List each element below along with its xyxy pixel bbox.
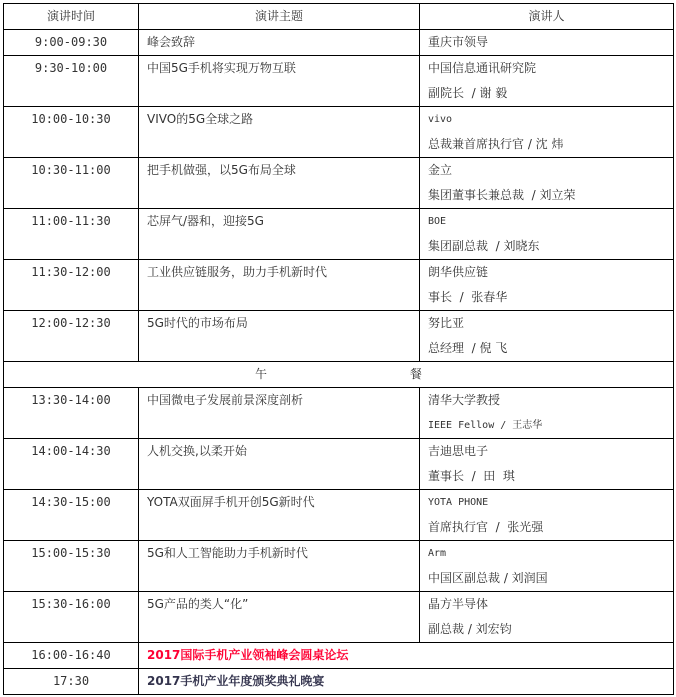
speaker-org: vivo <box>428 114 453 125</box>
table-row <box>4 490 674 541</box>
speaker-role: 集团董事长兼总裁 / 刘立荣 <box>428 188 576 202</box>
session-topic: 峰会致辞 <box>139 30 420 56</box>
session-time: 10:00-10:30 <box>4 107 139 158</box>
session-speaker <box>420 56 674 107</box>
speaker-org: 重庆市领导 <box>428 35 489 49</box>
gala-row <box>4 669 674 695</box>
session-topic: YOTA双面屏手机开创5G新时代 <box>139 490 420 541</box>
table-row <box>4 107 674 158</box>
speaker-role: 总经理 / 倪 飞 <box>428 341 508 355</box>
session-speaker <box>420 592 674 643</box>
speaker-org: 金立 <box>428 163 453 177</box>
header-speaker: 演讲人 <box>420 4 674 30</box>
speaker-org: BOE <box>428 216 447 227</box>
session-time: 12:00-12:30 <box>4 311 139 362</box>
session-speaker <box>420 311 674 362</box>
session-speaker <box>420 158 674 209</box>
table-row <box>4 209 674 260</box>
speaker-role: 事长 / 张春华 <box>428 290 508 304</box>
speaker-org: Arm <box>428 548 447 559</box>
speaker-org: 吉迪思电子 <box>428 444 489 458</box>
table-row <box>4 541 674 592</box>
session-topic: 5G和人工智能助力手机新时代 <box>139 541 420 592</box>
table-row <box>4 439 674 490</box>
session-time: 9:00-09:30 <box>4 30 139 56</box>
speaker-role: IEEE Fellow / 王志华 <box>428 420 543 431</box>
session-topic: VIVO的5G全球之路 <box>139 107 420 158</box>
forum-title-cell <box>139 643 674 669</box>
table-row <box>4 311 674 362</box>
speaker-org: 晶方半导体 <box>428 597 489 611</box>
speaker-role: 董事长 / 田 琪 <box>428 469 515 483</box>
header-topic: 演讲主题 <box>139 4 420 30</box>
speaker-role: 中国区副总裁 / 刘润国 <box>428 571 548 585</box>
lunch-row <box>4 362 674 388</box>
table-row <box>4 388 674 439</box>
session-topic: 工业供应链服务，助力手机新时代 <box>139 260 420 311</box>
session-topic: 5G时代的市场布局 <box>139 311 420 362</box>
session-time: 15:30-16:00 <box>4 592 139 643</box>
session-speaker <box>420 107 674 158</box>
session-topic: 芯屏气/器和，迎接5G <box>139 209 420 260</box>
session-speaker <box>420 439 674 490</box>
gala-time: 17:30 <box>4 669 139 695</box>
session-time: 9:30-10:00 <box>4 56 139 107</box>
session-time: 14:30-15:00 <box>4 490 139 541</box>
session-time: 13:30-14:00 <box>4 388 139 439</box>
speaker-org: 朗华供应链 <box>428 265 489 279</box>
speaker-org: 中国信息通讯研究院 <box>428 61 537 75</box>
forum-time: 16:00-16:40 <box>4 643 139 669</box>
speaker-org: YOTA PHONE <box>428 497 489 508</box>
header-time: 演讲时间 <box>4 4 139 30</box>
table-row <box>4 592 674 643</box>
session-topic: 中国5G手机将实现万物互联 <box>139 56 420 107</box>
table-row <box>4 30 674 56</box>
session-time: 11:30-12:00 <box>4 260 139 311</box>
session-topic: 把手机做强，以5G布局全球 <box>139 158 420 209</box>
header-row <box>4 4 674 30</box>
agenda-table <box>3 3 674 695</box>
gala-title: 2017手机产业年度颁奖典礼晚宴 <box>147 674 325 688</box>
session-topic: 5G产品的类人“化” <box>139 592 420 643</box>
table-row <box>4 158 674 209</box>
speaker-role: 首席执行官 / 张光强 <box>428 520 544 534</box>
speaker-role: 总裁兼首席执行官 / 沈 炜 <box>428 137 564 151</box>
speaker-role: 副院长 / 谢 毅 <box>428 86 508 100</box>
lunch-break <box>4 362 674 388</box>
session-speaker <box>420 260 674 311</box>
lunch-label: 午 餐 <box>255 367 422 381</box>
speaker-org: 清华大学教授 <box>428 393 501 407</box>
session-speaker <box>420 388 674 439</box>
gala-title-cell <box>139 669 674 695</box>
session-speaker <box>420 541 674 592</box>
session-topic: 人机交换,以柔开始 <box>139 439 420 490</box>
speaker-org: 努比亚 <box>428 316 465 330</box>
session-time: 15:00-15:30 <box>4 541 139 592</box>
session-speaker <box>420 209 674 260</box>
speaker-role: 副总裁 / 刘宏钧 <box>428 622 512 636</box>
session-time: 10:30-11:00 <box>4 158 139 209</box>
forum-title: 2017国际手机产业领袖峰会圆桌论坛 <box>147 648 349 662</box>
session-time: 14:00-14:30 <box>4 439 139 490</box>
session-speaker <box>420 30 674 56</box>
session-speaker <box>420 490 674 541</box>
session-topic: 中国微电子发展前景深度剖析 <box>139 388 420 439</box>
session-time: 11:00-11:30 <box>4 209 139 260</box>
table-row <box>4 56 674 107</box>
forum-row <box>4 643 674 669</box>
table-row <box>4 260 674 311</box>
speaker-role: 集团副总裁 / 刘晓东 <box>428 239 540 253</box>
